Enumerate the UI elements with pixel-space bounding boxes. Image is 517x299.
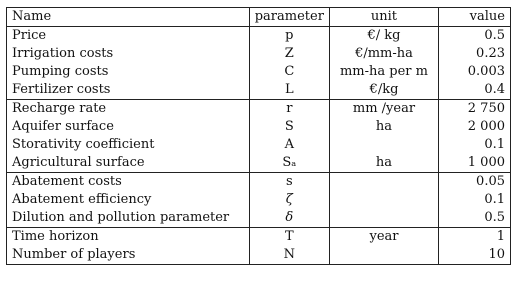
row-unit [329, 246, 438, 265]
row-unit: ha [329, 118, 438, 136]
table-row [7, 63, 511, 81]
row-value: 0.05 [439, 173, 511, 192]
table-row [7, 209, 511, 228]
row-parameter: C [249, 63, 329, 81]
row-name: Abatement efficiency [7, 191, 250, 209]
row-unit [329, 209, 438, 228]
row-value: 10 [439, 246, 511, 265]
row-value: 0.4 [439, 81, 511, 100]
table-row [7, 45, 511, 63]
row-name: Time horizon [7, 228, 250, 247]
table-row [7, 81, 511, 100]
row-name: Recharge rate [7, 100, 250, 119]
row-parameter: s [249, 173, 329, 192]
row-name: Price [7, 27, 250, 46]
row-value: 0.5 [439, 27, 511, 46]
row-value: 2 000 [439, 118, 511, 136]
header-parameter: parameter [249, 8, 329, 27]
row-parameter: S [249, 118, 329, 136]
parameters-table [6, 7, 511, 265]
row-unit [329, 173, 438, 192]
row-parameter: L [249, 81, 329, 100]
row-value: 0.003 [439, 63, 511, 81]
table-row [7, 100, 511, 119]
row-parameter: A [249, 136, 329, 154]
table-row [7, 173, 511, 192]
header-name: Name [7, 8, 250, 27]
row-unit: ha [329, 154, 438, 173]
row-unit: mm-ha per m [329, 63, 438, 81]
row-unit: mm /year [329, 100, 438, 119]
table-row [7, 154, 511, 173]
row-parameter: δ [249, 209, 329, 228]
row-value: 1 [439, 228, 511, 247]
table-header-row [7, 8, 511, 27]
row-value: 0.5 [439, 209, 511, 228]
table-row [7, 246, 511, 265]
table-row [7, 27, 511, 46]
row-value: 0.23 [439, 45, 511, 63]
header-unit: unit [329, 8, 438, 27]
row-name: Dilution and pollution parameter [7, 209, 250, 228]
table-row [7, 118, 511, 136]
row-value: 2 750 [439, 100, 511, 119]
row-unit: €/mm-ha [329, 45, 438, 63]
row-parameter: T [249, 228, 329, 247]
row-unit [329, 191, 438, 209]
row-name: Abatement costs [7, 173, 250, 192]
table-row [7, 228, 511, 247]
table-row [7, 191, 511, 209]
row-name: Pumping costs [7, 63, 250, 81]
row-name: Number of players [7, 246, 250, 265]
row-parameter: N [249, 246, 329, 265]
row-unit [329, 136, 438, 154]
row-name: Storativity coefficient [7, 136, 250, 154]
row-parameter: Z [249, 45, 329, 63]
table-row [7, 136, 511, 154]
row-parameter: r [249, 100, 329, 119]
row-value: 0.1 [439, 191, 511, 209]
row-unit: €/ kg [329, 27, 438, 46]
row-value: 0.1 [439, 136, 511, 154]
row-parameter: ζ [249, 191, 329, 209]
row-name: Aquifer surface [7, 118, 250, 136]
row-name: Irrigation costs [7, 45, 250, 63]
row-parameter: Sₐ [249, 154, 329, 173]
header-value: value [439, 8, 511, 27]
row-parameter: p [249, 27, 329, 46]
row-unit: year [329, 228, 438, 247]
row-unit: €/kg [329, 81, 438, 100]
row-name: Agricultural surface [7, 154, 250, 173]
row-value: 1 000 [439, 154, 511, 173]
row-name: Fertilizer costs [7, 81, 250, 100]
